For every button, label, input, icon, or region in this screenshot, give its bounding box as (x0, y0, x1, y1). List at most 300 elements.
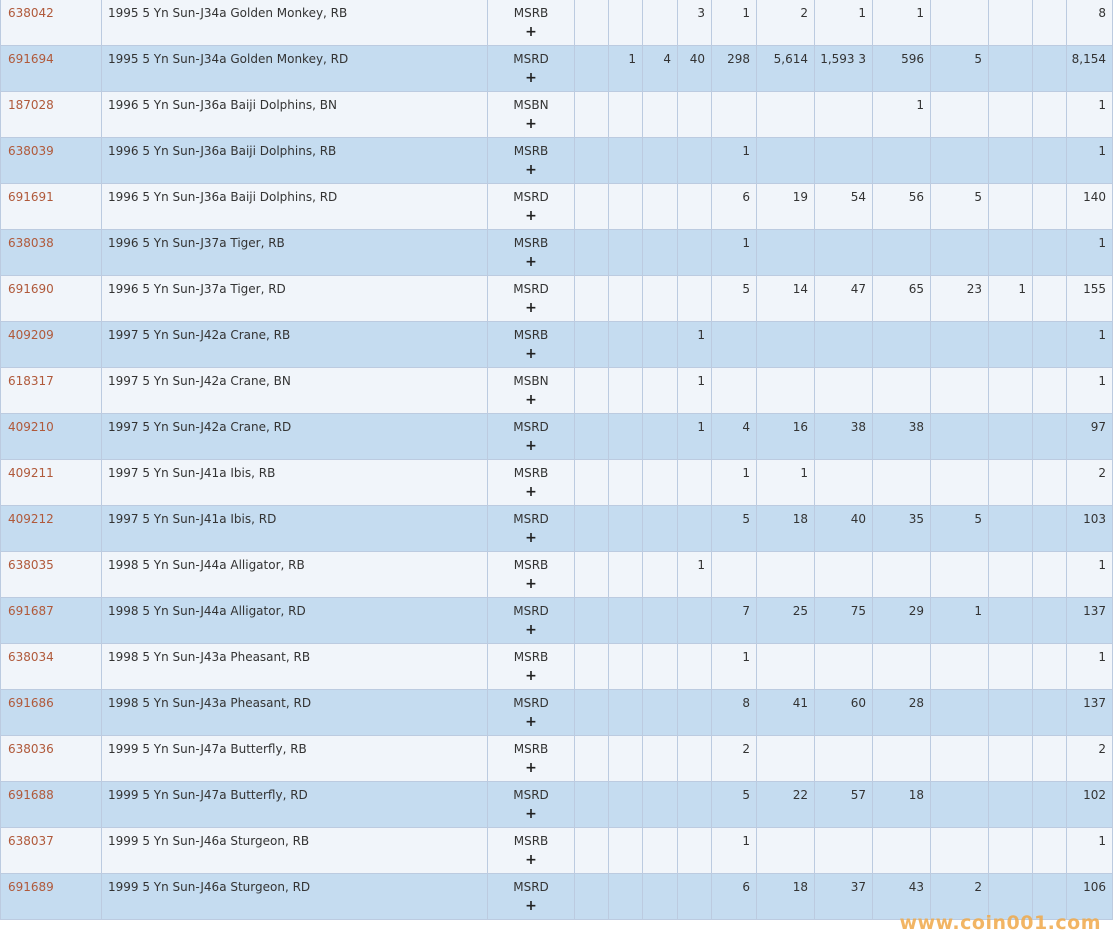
grade-count-cell (678, 276, 712, 322)
designation-cell (488, 782, 575, 828)
grade-count-cell: 25 (757, 598, 815, 644)
grade-count-cell (609, 736, 643, 782)
designation-cell (488, 0, 575, 46)
grade-count-cell (609, 598, 643, 644)
grade-count-cell (989, 368, 1033, 414)
cert-id-cell (1, 506, 102, 552)
grade-count-cell (931, 322, 989, 368)
grade-count-cell (873, 552, 931, 598)
grade-count-cell: 1 (712, 138, 757, 184)
designation-label: MSRB (513, 328, 549, 342)
grade-count-cell: 2 (931, 874, 989, 920)
designation-label: MSRB (513, 834, 549, 848)
grade-count-cell: 1 (678, 414, 712, 460)
grade-count-cell (873, 368, 931, 414)
grade-count-cell (643, 552, 678, 598)
designation-label: MSRB (513, 558, 549, 572)
grade-count-cell (815, 644, 873, 690)
table-row (1, 598, 1113, 644)
grade-count-cell: 1 (873, 92, 931, 138)
grade-count-cell: 5 (931, 506, 989, 552)
grade-count-cell (1033, 552, 1067, 598)
grade-count-cell (678, 460, 712, 506)
coin-description: 1999 5 Yn Sun-J47a Butterfly, RD (102, 782, 488, 828)
expand-plus-icon[interactable]: + (525, 576, 537, 592)
table-row (1, 460, 1113, 506)
coin-description: 1996 5 Yn Sun-J36a Baiji Dolphins, RB (102, 138, 488, 184)
grade-count-cell (643, 782, 678, 828)
cert-id-link[interactable]: 638042 (8, 6, 54, 20)
grade-count-cell (1033, 230, 1067, 276)
grade-count-cell (989, 598, 1033, 644)
grade-count-cell (757, 230, 815, 276)
grade-count-cell (1033, 46, 1067, 92)
coin-description: 1999 5 Yn Sun-J46a Sturgeon, RD (102, 874, 488, 920)
grade-count-cell (757, 828, 815, 874)
grade-count-cell (757, 92, 815, 138)
coin-description: 1996 5 Yn Sun-J36a Baiji Dolphins, BN (102, 92, 488, 138)
grade-count-cell (815, 230, 873, 276)
grade-count-cell (873, 644, 931, 690)
grade-count-cell (678, 598, 712, 644)
coin-description: 1995 5 Yn Sun-J34a Golden Monkey, RB (102, 0, 488, 46)
expand-plus-icon[interactable]: + (525, 208, 537, 224)
designation-label: MSRD (513, 190, 549, 204)
table-row (1, 46, 1113, 92)
grade-count-cell (989, 690, 1033, 736)
grade-count-cell: 3 (678, 0, 712, 46)
designation-cell (488, 874, 575, 920)
cert-id-link[interactable]: 618317 (8, 374, 54, 388)
grade-count-cell: 37 (815, 874, 873, 920)
expand-plus-icon[interactable]: + (525, 346, 537, 362)
coin-description: 1998 5 Yn Sun-J43a Pheasant, RD (102, 690, 488, 736)
total-count-cell: 8,154 (1067, 46, 1113, 92)
grade-count-cell (609, 322, 643, 368)
grade-count-cell (815, 368, 873, 414)
grade-count-cell: 41 (757, 690, 815, 736)
total-count-cell: 8 (1067, 0, 1113, 46)
grade-count-cell (575, 414, 609, 460)
grade-count-cell: 1 (678, 322, 712, 368)
grade-count-cell (678, 828, 712, 874)
grade-count-cell (712, 368, 757, 414)
cert-id-cell (1, 460, 102, 506)
table-body (1, 0, 1113, 920)
grade-count-cell (609, 460, 643, 506)
expand-plus-icon[interactable]: + (525, 714, 537, 730)
cert-id-link[interactable]: 691690 (8, 282, 54, 296)
grade-count-cell: 56 (873, 184, 931, 230)
grade-count-cell: 40 (678, 46, 712, 92)
grade-count-cell: 7 (712, 598, 757, 644)
expand-plus-icon[interactable]: + (525, 438, 537, 454)
cert-id-cell (1, 138, 102, 184)
expand-plus-icon[interactable]: + (525, 484, 537, 500)
grade-count-cell (1033, 184, 1067, 230)
grade-count-cell (815, 322, 873, 368)
grade-count-cell (575, 552, 609, 598)
total-count-cell: 137 (1067, 598, 1113, 644)
grade-count-cell (989, 46, 1033, 92)
total-count-cell: 97 (1067, 414, 1113, 460)
grade-count-cell: 5,614 (757, 46, 815, 92)
grade-count-cell (873, 736, 931, 782)
grade-count-cell (575, 92, 609, 138)
table-row (1, 690, 1113, 736)
grade-count-cell (1033, 92, 1067, 138)
table-row (1, 782, 1113, 828)
designation-label: MSRD (513, 52, 549, 66)
total-count-cell: 1 (1067, 92, 1113, 138)
grade-count-cell (609, 138, 643, 184)
grade-count-cell (643, 874, 678, 920)
grade-count-cell (643, 460, 678, 506)
grade-count-cell (931, 138, 989, 184)
grade-count-cell (678, 782, 712, 828)
coin-description: 1997 5 Yn Sun-J42a Crane, RB (102, 322, 488, 368)
grade-count-cell: 596 (873, 46, 931, 92)
grade-count-cell: 1 (712, 644, 757, 690)
cert-id-cell (1, 368, 102, 414)
expand-plus-icon[interactable]: + (525, 70, 537, 86)
cert-id-cell (1, 598, 102, 644)
grade-count-cell: 1 (757, 460, 815, 506)
grade-count-cell (575, 460, 609, 506)
cert-id-cell (1, 414, 102, 460)
designation-cell (488, 414, 575, 460)
grade-count-cell (678, 184, 712, 230)
designation-cell (488, 184, 575, 230)
grade-count-cell: 23 (931, 276, 989, 322)
grade-count-cell: 2 (712, 736, 757, 782)
grade-count-cell (643, 598, 678, 644)
expand-plus-icon[interactable]: + (525, 116, 537, 132)
designation-cell (488, 322, 575, 368)
table-row (1, 552, 1113, 598)
grade-count-cell (643, 414, 678, 460)
grade-count-cell: 18 (757, 506, 815, 552)
cert-id-cell (1, 552, 102, 598)
grade-count-cell (873, 828, 931, 874)
expand-plus-icon[interactable]: + (525, 162, 537, 178)
grade-count-cell (1033, 0, 1067, 46)
grade-count-cell (815, 828, 873, 874)
grade-count-cell: 57 (815, 782, 873, 828)
grade-count-cell (1033, 414, 1067, 460)
table-row (1, 0, 1113, 46)
grade-count-cell (757, 644, 815, 690)
grade-count-cell (931, 368, 989, 414)
total-count-cell: 1 (1067, 828, 1113, 874)
cert-id-cell (1, 46, 102, 92)
grade-count-cell (678, 644, 712, 690)
cert-id-cell (1, 874, 102, 920)
grade-count-cell (989, 644, 1033, 690)
grade-count-cell: 8 (712, 690, 757, 736)
grade-count-cell (815, 92, 873, 138)
grade-count-cell: 1 (678, 368, 712, 414)
grade-count-cell: 60 (815, 690, 873, 736)
expand-plus-icon[interactable]: + (525, 668, 537, 684)
grade-count-cell (989, 460, 1033, 506)
grade-count-cell (609, 874, 643, 920)
grade-count-cell (757, 552, 815, 598)
designation-cell (488, 92, 575, 138)
coin-description: 1996 5 Yn Sun-J37a Tiger, RB (102, 230, 488, 276)
grade-count-cell (712, 322, 757, 368)
grade-count-cell (609, 828, 643, 874)
grade-count-cell (712, 92, 757, 138)
grade-count-cell: 16 (757, 414, 815, 460)
grade-count-cell: 5 (931, 184, 989, 230)
table-row (1, 414, 1113, 460)
grade-count-cell: 1 (712, 828, 757, 874)
cert-id-cell (1, 322, 102, 368)
grade-count-cell (989, 828, 1033, 874)
designation-cell (488, 598, 575, 644)
grade-count-cell: 1 (815, 0, 873, 46)
designation-label: MSRD (513, 696, 549, 710)
expand-plus-icon[interactable]: + (525, 254, 537, 270)
grade-count-cell: 4 (712, 414, 757, 460)
cert-id-link[interactable]: 638037 (8, 834, 54, 848)
grade-count-cell: 29 (873, 598, 931, 644)
grade-count-cell (609, 184, 643, 230)
cert-id-link[interactable]: 409212 (8, 512, 54, 526)
coin-description: 1997 5 Yn Sun-J42a Crane, BN (102, 368, 488, 414)
grade-count-cell: 1 (931, 598, 989, 644)
coin-description: 1997 5 Yn Sun-J42a Crane, RD (102, 414, 488, 460)
total-count-cell: 1 (1067, 322, 1113, 368)
grade-count-cell (757, 138, 815, 184)
expand-plus-icon[interactable]: + (525, 622, 537, 638)
designation-label: MSRD (513, 880, 549, 894)
coin-description: 1997 5 Yn Sun-J41a Ibis, RB (102, 460, 488, 506)
grade-count-cell: 65 (873, 276, 931, 322)
cert-id-link[interactable]: 638035 (8, 558, 54, 572)
grade-count-cell (931, 230, 989, 276)
total-count-cell: 140 (1067, 184, 1113, 230)
grade-count-cell: 6 (712, 874, 757, 920)
grade-count-cell (815, 138, 873, 184)
grade-count-cell (989, 506, 1033, 552)
total-count-cell: 2 (1067, 460, 1113, 506)
grade-count-cell (575, 690, 609, 736)
cert-id-link[interactable]: 691688 (8, 788, 54, 802)
coin-description: 1995 5 Yn Sun-J34a Golden Monkey, RD (102, 46, 488, 92)
designation-label: MSRD (513, 512, 549, 526)
expand-plus-icon[interactable]: + (525, 852, 537, 868)
grade-count-cell: 1 (712, 460, 757, 506)
total-count-cell: 102 (1067, 782, 1113, 828)
grade-count-cell (873, 322, 931, 368)
grade-count-cell (643, 644, 678, 690)
cert-id-link[interactable]: 187028 (8, 98, 54, 112)
grade-count-cell (873, 460, 931, 506)
table-row (1, 322, 1113, 368)
total-count-cell: 1 (1067, 368, 1113, 414)
expand-plus-icon[interactable]: + (525, 530, 537, 546)
coin-description: 1999 5 Yn Sun-J46a Sturgeon, RB (102, 828, 488, 874)
grade-count-cell (815, 460, 873, 506)
grade-count-cell (1033, 828, 1067, 874)
expand-plus-icon[interactable]: + (525, 300, 537, 316)
grade-count-cell (1033, 368, 1067, 414)
cert-id-cell (1, 690, 102, 736)
grade-count-cell (989, 322, 1033, 368)
grade-count-cell (609, 414, 643, 460)
coin-description: 1999 5 Yn Sun-J47a Butterfly, RB (102, 736, 488, 782)
table-row (1, 828, 1113, 874)
grade-count-cell (931, 460, 989, 506)
cert-id-link[interactable]: 691694 (8, 52, 54, 66)
grade-count-cell: 1 (712, 0, 757, 46)
grade-count-cell (931, 690, 989, 736)
expand-plus-icon[interactable]: + (525, 24, 537, 40)
table-row (1, 736, 1113, 782)
cert-id-cell (1, 184, 102, 230)
expand-plus-icon[interactable]: + (525, 898, 537, 914)
grade-count-cell: 47 (815, 276, 873, 322)
designation-label: MSRB (513, 144, 549, 158)
expand-plus-icon[interactable]: + (525, 806, 537, 822)
grade-count-cell (757, 322, 815, 368)
cert-id-link[interactable]: 638034 (8, 650, 54, 664)
cert-id-link[interactable]: 409211 (8, 466, 54, 480)
designation-cell (488, 276, 575, 322)
cert-id-link[interactable]: 691691 (8, 190, 54, 204)
grade-count-cell (1033, 644, 1067, 690)
cert-id-link[interactable]: 638036 (8, 742, 54, 756)
grade-count-cell: 18 (757, 874, 815, 920)
grade-count-cell (643, 230, 678, 276)
grade-count-cell (575, 598, 609, 644)
cert-id-cell (1, 782, 102, 828)
grade-count-cell (609, 230, 643, 276)
grade-count-cell (609, 506, 643, 552)
grade-count-cell (931, 92, 989, 138)
grade-count-cell: 18 (873, 782, 931, 828)
grade-count-cell (1033, 322, 1067, 368)
grade-count-cell (575, 506, 609, 552)
grade-count-cell (643, 506, 678, 552)
designation-cell (488, 828, 575, 874)
grade-count-cell (989, 138, 1033, 184)
grade-count-cell (643, 92, 678, 138)
total-count-cell: 137 (1067, 690, 1113, 736)
grade-count-cell (678, 230, 712, 276)
grade-count-cell (575, 46, 609, 92)
grade-count-cell: 1,593 3 (815, 46, 873, 92)
grade-count-cell (575, 276, 609, 322)
designation-cell (488, 736, 575, 782)
grade-count-cell (1033, 506, 1067, 552)
grade-count-cell (575, 736, 609, 782)
grade-count-cell (575, 782, 609, 828)
grade-count-cell: 6 (712, 184, 757, 230)
grade-count-cell (643, 184, 678, 230)
grade-count-cell (757, 368, 815, 414)
grade-count-cell (873, 138, 931, 184)
grade-count-cell: 28 (873, 690, 931, 736)
designation-label: MSRB (513, 236, 549, 250)
total-count-cell: 2 (1067, 736, 1113, 782)
cert-id-link[interactable]: 409209 (8, 328, 54, 342)
grade-count-cell: 54 (815, 184, 873, 230)
grade-count-cell (931, 0, 989, 46)
designation-label: MSRB (513, 466, 549, 480)
grade-count-cell (575, 828, 609, 874)
coin-description: 1997 5 Yn Sun-J41a Ibis, RD (102, 506, 488, 552)
grade-count-cell (1033, 782, 1067, 828)
designation-label: MSRD (513, 420, 549, 434)
grade-count-cell (678, 506, 712, 552)
expand-plus-icon[interactable]: + (525, 760, 537, 776)
grade-count-cell (931, 782, 989, 828)
grade-count-cell (989, 414, 1033, 460)
coin-description: 1998 5 Yn Sun-J43a Pheasant, RB (102, 644, 488, 690)
cert-id-link[interactable]: 638038 (8, 236, 54, 250)
grade-count-cell (575, 230, 609, 276)
coin-description: 1998 5 Yn Sun-J44a Alligator, RD (102, 598, 488, 644)
designation-cell (488, 460, 575, 506)
grade-count-cell: 38 (873, 414, 931, 460)
grade-count-cell (678, 138, 712, 184)
designation-cell (488, 690, 575, 736)
cert-id-link[interactable]: 691689 (8, 880, 54, 894)
cert-id-link[interactable]: 691686 (8, 696, 54, 710)
cert-id-link[interactable]: 691687 (8, 604, 54, 618)
grade-count-cell (609, 782, 643, 828)
coin-description: 1998 5 Yn Sun-J44a Alligator, RB (102, 552, 488, 598)
cert-id-link[interactable]: 638039 (8, 144, 54, 158)
total-count-cell: 106 (1067, 874, 1113, 920)
grade-count-cell (931, 736, 989, 782)
grade-count-cell (643, 690, 678, 736)
grade-count-cell (643, 138, 678, 184)
cert-id-cell (1, 276, 102, 322)
table-row (1, 644, 1113, 690)
grade-count-cell (643, 322, 678, 368)
grade-count-cell (989, 782, 1033, 828)
table-row (1, 276, 1113, 322)
designation-label: MSRB (513, 650, 549, 664)
grade-count-cell (643, 276, 678, 322)
cert-id-link[interactable]: 409210 (8, 420, 54, 434)
designation-cell (488, 506, 575, 552)
grade-count-cell (575, 0, 609, 46)
expand-plus-icon[interactable]: + (525, 392, 537, 408)
grade-count-cell (757, 736, 815, 782)
grade-count-cell (609, 552, 643, 598)
grade-count-cell (989, 0, 1033, 46)
table-row (1, 506, 1113, 552)
grade-count-cell (609, 276, 643, 322)
designation-cell (488, 46, 575, 92)
coin-description: 1996 5 Yn Sun-J36a Baiji Dolphins, RD (102, 184, 488, 230)
grade-count-cell: 1 (989, 276, 1033, 322)
designation-cell (488, 368, 575, 414)
designation-label: MSBN (513, 98, 549, 112)
grade-count-cell: 35 (873, 506, 931, 552)
grade-count-cell (989, 552, 1033, 598)
grade-count-cell (931, 828, 989, 874)
grade-count-cell: 1 (873, 0, 931, 46)
grade-count-cell: 2 (757, 0, 815, 46)
grade-count-cell: 1 (678, 552, 712, 598)
grade-count-cell: 40 (815, 506, 873, 552)
